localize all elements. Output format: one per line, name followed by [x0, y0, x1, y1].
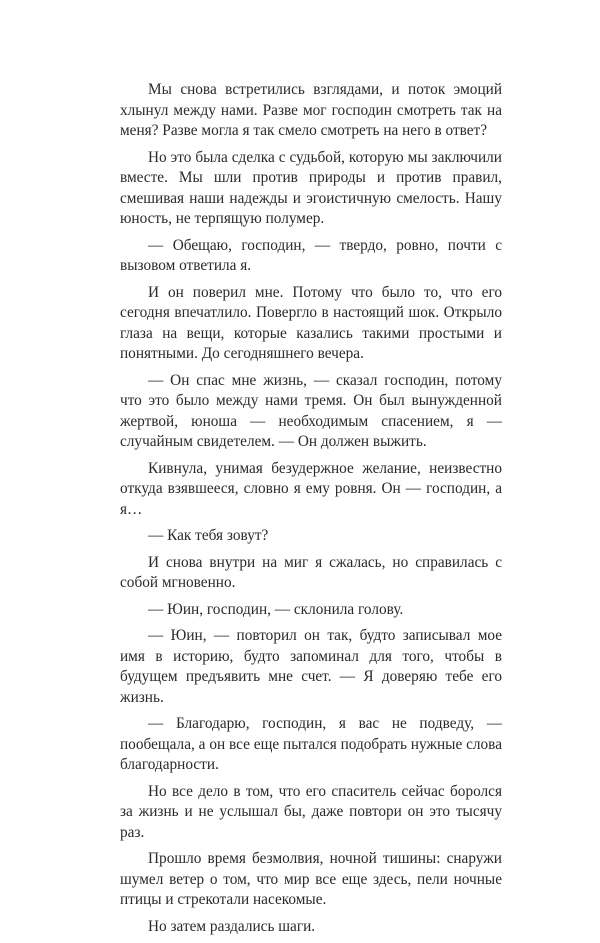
paragraph: Но затем раздались шаги.	[148, 917, 316, 935]
paragraph: Мы снова встретились взглядами, и поток эмоций хлынул между нами. Разве мог господин смотреть так на меня? Разве могла я так смело смотреть на него в ответ?	[120, 81, 502, 139]
paragraph: Но это была сделка с судьбой, которую мы заключили вместе. Мы шли против природы и против правил, смешивая наши надежды и эгоистичную смелость. Нашу юность, не терпящую полумер.	[120, 148, 502, 227]
paragraph: — Обещаю, господин, — твердо, ровно, почти с вызовом ответила я.	[120, 236, 502, 274]
paragraph: — Благодарю, господин, я вас не подведу, — пообещала, а он все еще пытался подобрать нужные слова благодарности.	[120, 715, 502, 773]
paragraph: — Как тебя зовут?	[148, 527, 269, 544]
paragraph: Но все дело в том, что его спаситель сейчас боролся за жизнь и не услышал бы, даже повтори он это тысячу раз.	[120, 782, 502, 841]
paragraph: Прошло время безмолвия, ночной тишины: снаружи шумел ветер о том, что мир все еще здесь, пели ночные птицы и стрекотали насекомые.	[120, 850, 502, 908]
paragraph: — Юин, господин, — склонила голову.	[148, 600, 404, 618]
paragraph: И снова внутри на миг я сжалась, но справилась с собой мгновенно.	[120, 553, 502, 591]
page-text	[120, 80, 502, 943]
paragraph: — Юин, — повторил он так, будто записывал мое имя в историю, будто запоминал для того, чтобы в будущем предъявить мне счет. — Я доверяю тебе его жизнь.	[120, 627, 502, 706]
paragraph: Кивнула, унимая безудержное желание, неизвестно откуда взявшееся, словно я ему ровня. Он — господин, а я…	[120, 459, 502, 518]
paragraph: И он поверил мне. Потому что было то, что его сегодня впечатлило. Повергло в настоящий шок. Открыло глаза на вещи, которые казались такими простыми и понятными. До сегодняшнего вечера.	[120, 283, 502, 362]
paragraph: — Он спас мне жизнь, — сказал господин, потому что это было между нами тремя. Он был вынужденной жертвой, юноша — необходимым спасением, я — случайным свидетелем. — Он должен выжить.	[120, 371, 502, 450]
